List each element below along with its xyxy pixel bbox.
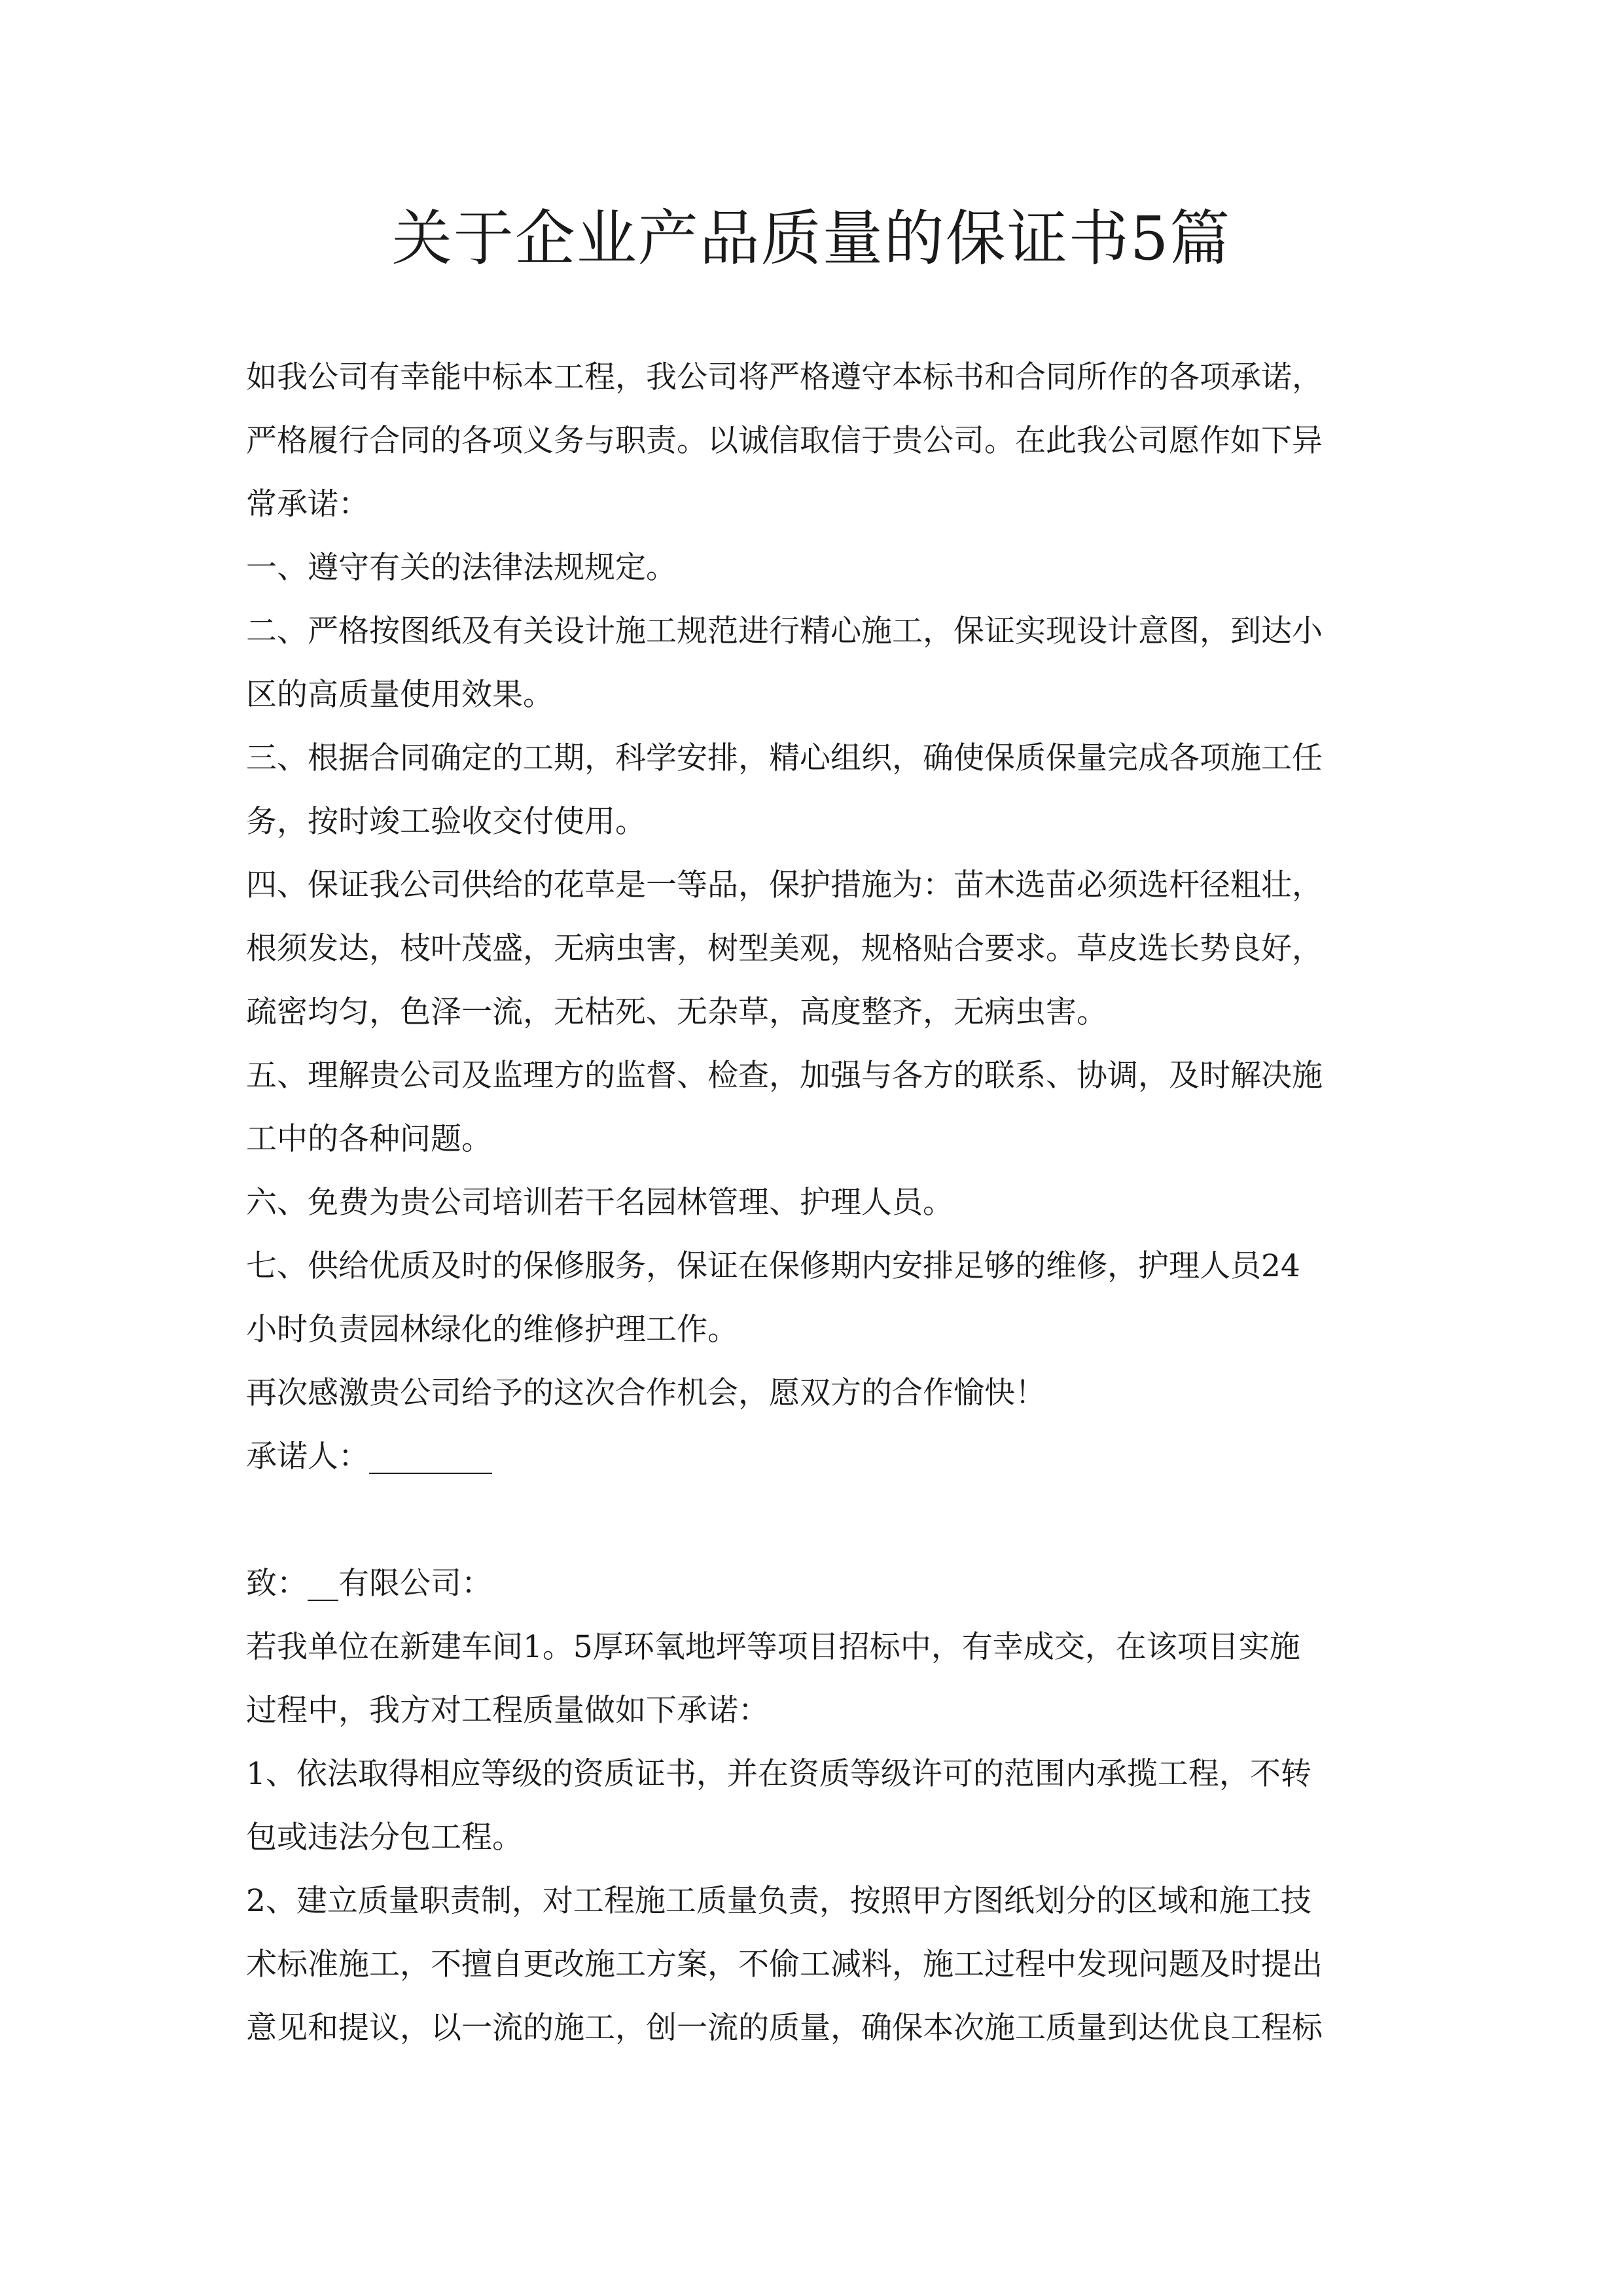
paragraph-line: 四、保证我公司供给的花草是一等品，保护措施为：苗木选苗必须选杆径粗壮，	[246, 867, 1323, 903]
paragraph-line: 二、严格按图纸及有关设计施工规范进行精心施工，保证实现设计意图，到达小	[246, 613, 1323, 649]
paragraph-line: 根须发达，枝叶茂盛，无病虫害，树型美观，规格贴合要求。草皮选长势良好，	[246, 931, 1323, 967]
document-title: 关于企业产品质量的保证书5篇	[391, 204, 1232, 274]
paragraph-line: 1、依法取得相应等级的资质证书，并在资质等级许可的范围内承揽工程，不转	[246, 1756, 1311, 1792]
paragraph-line: 五、理解贵公司及监理方的监督、检查，加强与各方的联系、协调，及时解决施	[246, 1058, 1323, 1094]
paragraph-line: 常承诺：	[246, 486, 369, 522]
paragraph-line: 术标准施工，不擅自更改施工方案，不偷工减料，施工过程中发现问题及时提出	[246, 1946, 1323, 1982]
paragraph-line: 三、根据合同确定的工期，科学安排，精心组织，确使保质保量完成各项施工任	[246, 740, 1323, 776]
paragraph-line: 包或违法分包工程。	[246, 1820, 523, 1856]
paragraph-line: 务，按时竣工验收交付使用。	[246, 804, 646, 840]
paragraph-line: 意见和提议，以一流的施工，创一流的质量，确保本次施工质量到达优良工程标	[246, 2010, 1323, 2046]
paragraph-line: 工中的各种问题。	[246, 1121, 492, 1157]
paragraph-line: 过程中，我方对工程质量做如下承诺：	[246, 1693, 769, 1729]
paragraph-line: 一、遵守有关的法律法规规定。	[246, 550, 677, 586]
paragraph-line: 疏密均匀，色泽一流，无枯死、无杂草，高度整齐，无病虫害。	[246, 994, 1107, 1030]
paragraph-line: 区的高质量使用效果。	[246, 677, 554, 713]
salutation-line: 致：__有限公司：	[246, 1566, 492, 1602]
paragraph-line: 七、供给优质及时的保修服务，保证在保修期内安排足够的维修，护理人员24	[246, 1248, 1300, 1284]
paragraph-line: 若我单位在新建车间1。5厚环氧地坪等项目招标中，有幸成交，在该项目实施	[246, 1629, 1300, 1665]
paragraph-line: 2、建立质量职责制，对工程施工质量负责，按照甲方图纸划分的区域和施工技	[246, 1883, 1311, 1919]
paragraph-line: 小时负责园林绿化的维修护理工作。	[246, 1312, 738, 1348]
paragraph-line: 如我公司有幸能中标本工程，我公司将严格遵守本标书和合同所作的各项承诺，	[246, 359, 1323, 395]
blank-line	[246, 1488, 1391, 1552]
paragraph-line: 再次感激贵公司给予的这次合作机会，愿双方的合作愉快！	[246, 1375, 1046, 1411]
paragraph-line: 严格履行合同的各项义务与职责。以诚信取信于贵公司。在此我公司愿作如下异	[246, 423, 1323, 459]
paragraph-line: 六、免费为贵公司培训若干名园林管理、护理人员。	[246, 1185, 954, 1221]
document-body	[246, 346, 1391, 2060]
signature-line: 承诺人：________	[246, 1439, 492, 1475]
